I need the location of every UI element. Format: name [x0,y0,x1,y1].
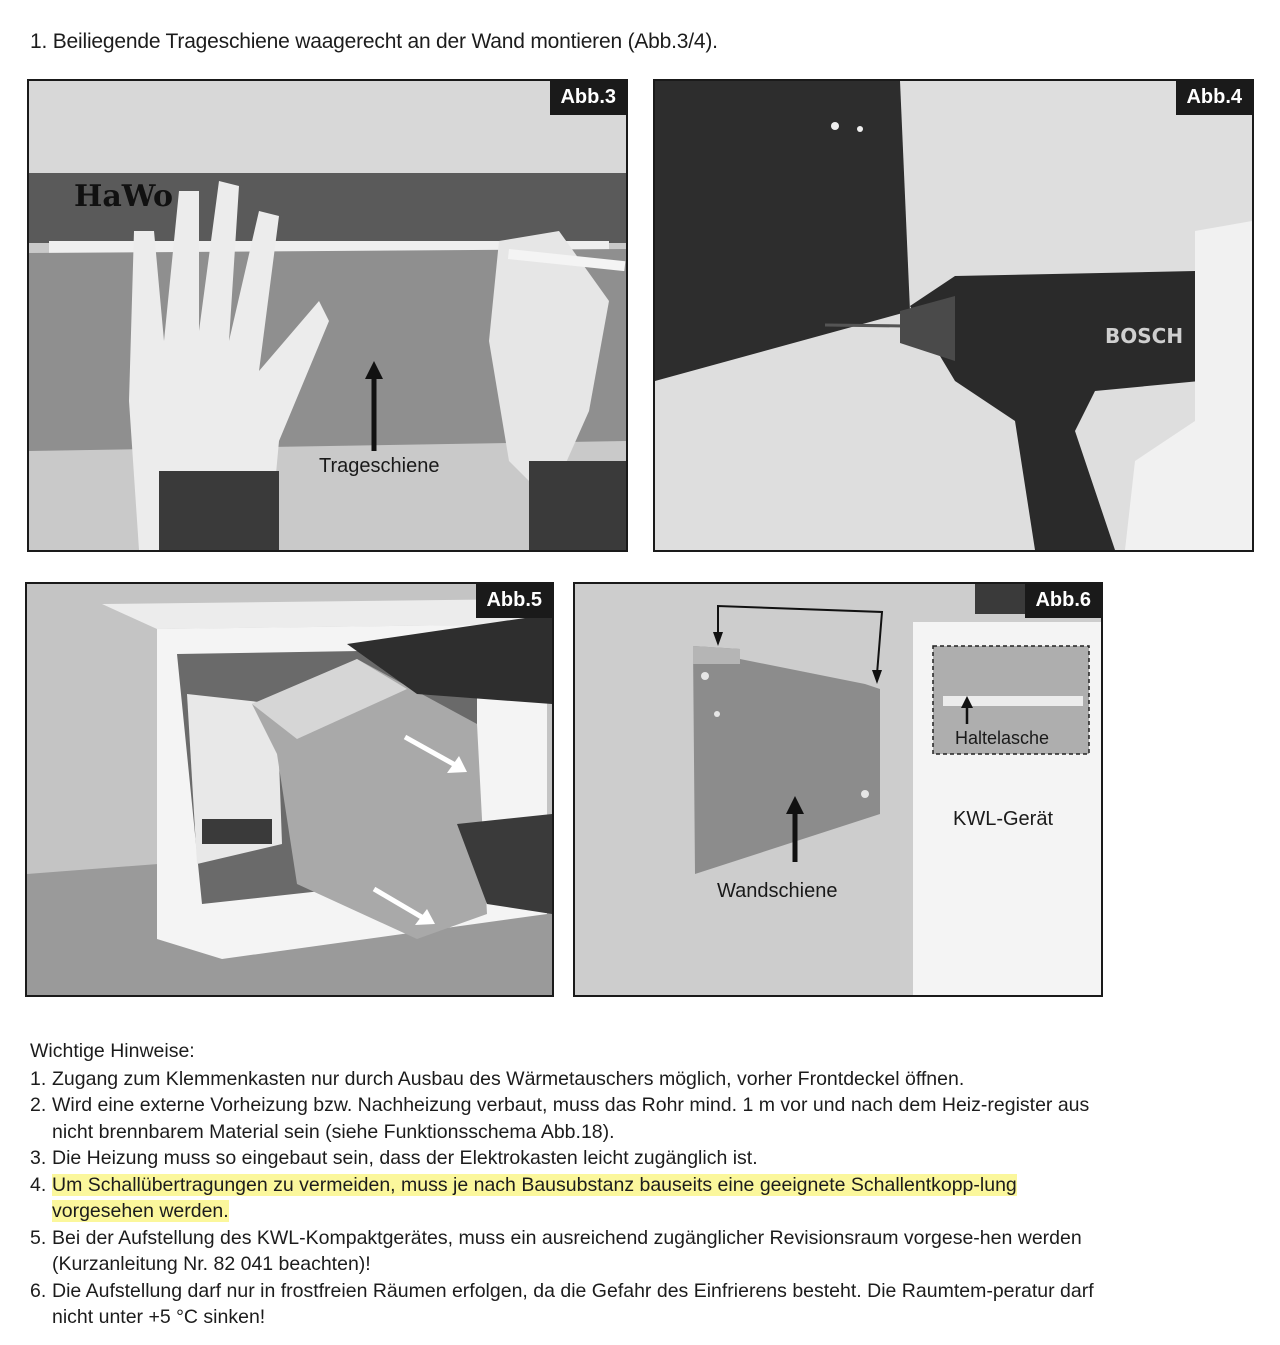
figure-abb6 [573,582,1103,997]
figure-abb5 [25,582,554,997]
figure-abb4 [653,79,1254,552]
photo-wall-rail [575,584,1101,995]
note-item: 3. Die Heizung muss so eingebaut sein, dass der Elektrokasten leicht zugänglich ist. [30,1147,758,1169]
notes-list [30,1066,1120,1331]
note-item: 2. Wird eine externe Vorheizung bzw. Nachheizung verbaut, muss das Rohr mind. 1 m vor und nach dem Heiz-register aus nicht brennbarem Material sein (siehe Funktionsschema Abb.18). [30,1094,1090,1143]
important-notes [30,1038,1120,1331]
step-instruction: 1. Beiliegende Trageschiene waagerecht an der Wand montieren (Abb.3/4). [30,30,718,53]
notes-heading: Wichtige Hinweise: [30,1040,195,1062]
figure-abb3 [27,79,628,552]
note-item-highlighted: 4. Um Schallübertragungen zu vermeiden, muss je nach Bausubstanz bauseits eine geeignete Schallentkopp-lung vorgesehen werden. [30,1173,1017,1222]
label-trageschiene: Trageschiene [319,455,440,477]
figure-tag-abb6: Abb.6 [1025,584,1101,618]
label-haltelasche: Haltelasche [955,728,1050,748]
photo-drilling [655,81,1252,550]
figure-tag-abb3: Abb.3 [550,81,626,115]
brand-logo: HaWo [74,179,174,214]
label-wandschiene: Wandschiene [717,880,838,902]
note-item: 6. Die Aufstellung darf nur in frostfreien Räumen erfolgen, da die Gefahr des Einfrierens besteht. Die Raumtem-peratur darf nicht unter +5 °C sinken! [30,1279,1094,1328]
figure-tag-abb5: Abb.5 [476,584,552,618]
note-item: 5. Bei der Aufstellung des KWL-Kompaktgerätes, muss ein ausreichend zugänglicher Revisionsraum vorgese-hen werden (Kurzanleitung Nr. 82 041 beachten)! [30,1226,1082,1275]
highlighted-note: Um Schallübertragungen zu vermeiden, muss je nach Bausubstanz bauseits eine geeignete Schallentkopp-lung vorgesehen werden. [52,1173,1017,1222]
label-kwl-geraet: KWL-Gerät [953,808,1054,830]
figure-tag-abb4: Abb.4 [1176,81,1252,115]
photo-rail-marking [29,81,626,550]
photo-heat-exchanger [27,584,552,995]
drill-brand: BOSCH [1105,324,1184,348]
note-item: 1. Zugang zum Klemmenkasten nur durch Ausbau des Wärmetauschers möglich, vorher Frontdeckel öffnen. [30,1067,965,1090]
